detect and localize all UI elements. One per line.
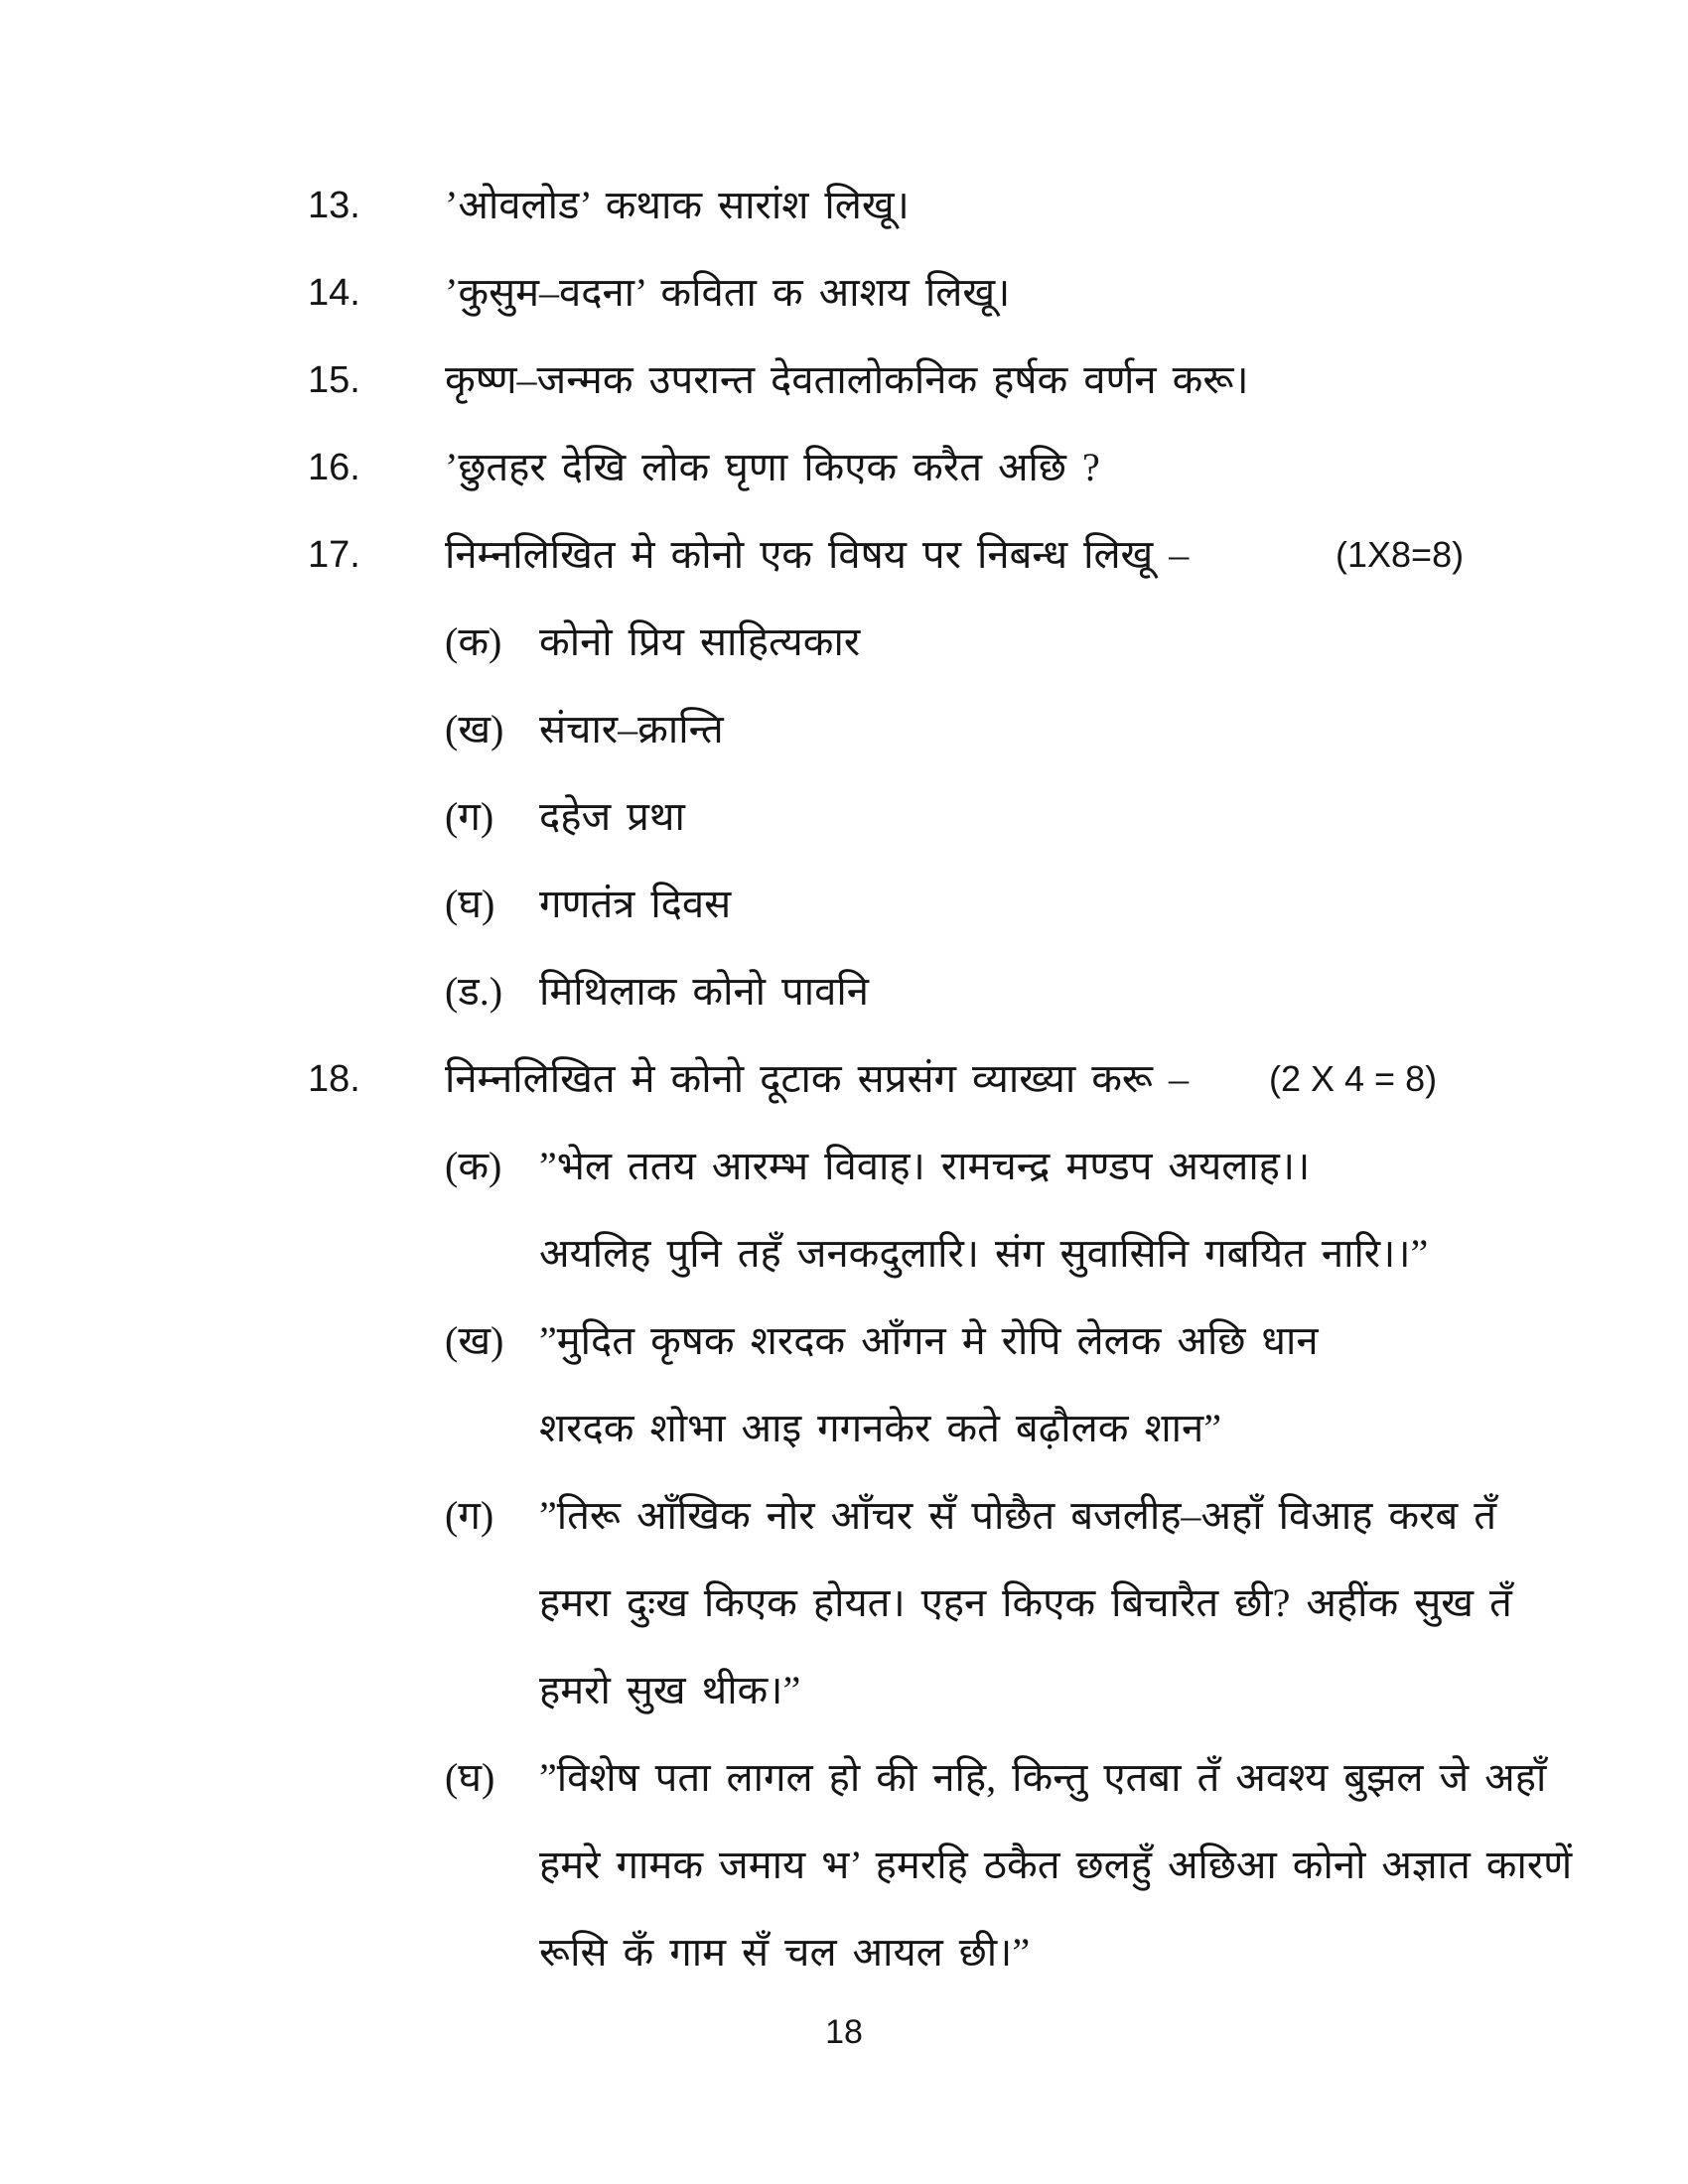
page-number: 18 (825, 2013, 863, 2051)
option-line (0, 1385, 1688, 1472)
question-row (0, 249, 1688, 337)
question-number: 17. (308, 534, 360, 576)
question-marks: (1X8=8) (1336, 534, 1465, 575)
question-row (0, 1035, 1688, 1123)
option-text: संचार–क्रान्ति (539, 707, 724, 751)
option-text: मिथिलाक कोनो पावनि (539, 969, 869, 1014)
option-line (0, 1822, 1688, 1909)
question-row (0, 162, 1688, 249)
option-text: दहेज प्रथा (539, 794, 685, 839)
option-line (0, 773, 1688, 861)
question-text: ’ओवलोड’ कथाक सारांश लिखू। (445, 183, 910, 227)
question-row (0, 424, 1688, 511)
option-text: गणतंत्र दिवस (539, 882, 732, 926)
option-label: (क) (445, 619, 502, 664)
option-line (0, 1123, 1688, 1210)
option-label: (क) (445, 1144, 502, 1188)
option-text: हमरा दुःख किएक होयत। एहन किएक बिचारैत छी? अहींक सुख तँ (539, 1580, 1512, 1625)
question-number: 14. (308, 272, 360, 314)
option-line (0, 1909, 1688, 1996)
question-number: 16. (308, 447, 360, 488)
question-text: निम्नलिखित मे कोनो एक विषय पर निबन्ध लिखू – (445, 532, 1190, 577)
option-label: (ख) (445, 707, 504, 751)
option-text: हमरो सुख थीक।” (539, 1668, 801, 1712)
option-text: रूसि कँ गाम सँ चल आयल छी।” (539, 1930, 1031, 1975)
option-text: ”भेल ततय आरम्भ विवाह। रामचन्द्र मण्डप अयलाह।। (539, 1144, 1311, 1188)
option-label: (घ) (445, 882, 495, 926)
option-label: (ड.) (445, 969, 503, 1014)
question-marks: (2 X 4 = 8) (1269, 1058, 1438, 1099)
option-text: ”मुदित कृषक शरदक आँगन मे रोपि लेलक अछि धान (539, 1318, 1319, 1363)
question-row (0, 337, 1688, 424)
question-text: निम्नलिखित मे कोनो दूटाक सप्रसंग व्याख्या करू – (445, 1056, 1189, 1101)
question-number: 13. (308, 185, 360, 226)
option-text: हमरे गामक जमाय भ’ हमरहि ठकैत छलहुँ अछिआ कोनो अज्ञात कारणें (539, 1843, 1573, 1887)
option-line (0, 1210, 1688, 1297)
option-text: ”विशेष पता लागल हो की नहि, किन्तु एतबा तँ अवश्य बुझल जे अहाँ (539, 1755, 1547, 1800)
option-line (0, 1734, 1688, 1822)
option-label: (ख) (445, 1318, 504, 1363)
option-line (0, 686, 1688, 773)
option-line (0, 599, 1688, 686)
option-text: कोनो प्रिय साहित्यकार (539, 619, 861, 664)
option-label: (ग) (445, 794, 494, 839)
option-text: ”तिरू आँखिक नोर आँचर सँ पोछैत बजलीह–अहाँ विआह करब तँ (539, 1493, 1497, 1538)
question-text: कृष्ण–जन्मक उपरान्त देवतालोकनिक हर्षक वर्णन करू। (445, 357, 1249, 402)
question-text: ’छुतहर देखि लोक घृणा किएक करैत अछि ? (445, 445, 1100, 489)
question-row (0, 511, 1688, 599)
option-line (0, 1472, 1688, 1560)
option-label: (घ) (445, 1755, 495, 1800)
option-label: (ग) (445, 1493, 494, 1538)
option-text: शरदक शोभा आइ गगनकेर कते बढ़ौलक शान” (539, 1406, 1221, 1450)
option-text: अयलिह पुनि तहँ जनकदुलारि। संग सुवासिनि गबयित नारि।।” (539, 1231, 1429, 1276)
question-list (0, 162, 1688, 1996)
question-text: ’कुसुम–वदना’ कविता क आशय लिखू। (445, 270, 1011, 315)
option-line (0, 948, 1688, 1035)
question-number: 18. (308, 1058, 360, 1100)
option-line (0, 1560, 1688, 1647)
option-line (0, 861, 1688, 948)
option-line (0, 1647, 1688, 1734)
question-number: 15. (308, 359, 360, 401)
option-line (0, 1297, 1688, 1385)
